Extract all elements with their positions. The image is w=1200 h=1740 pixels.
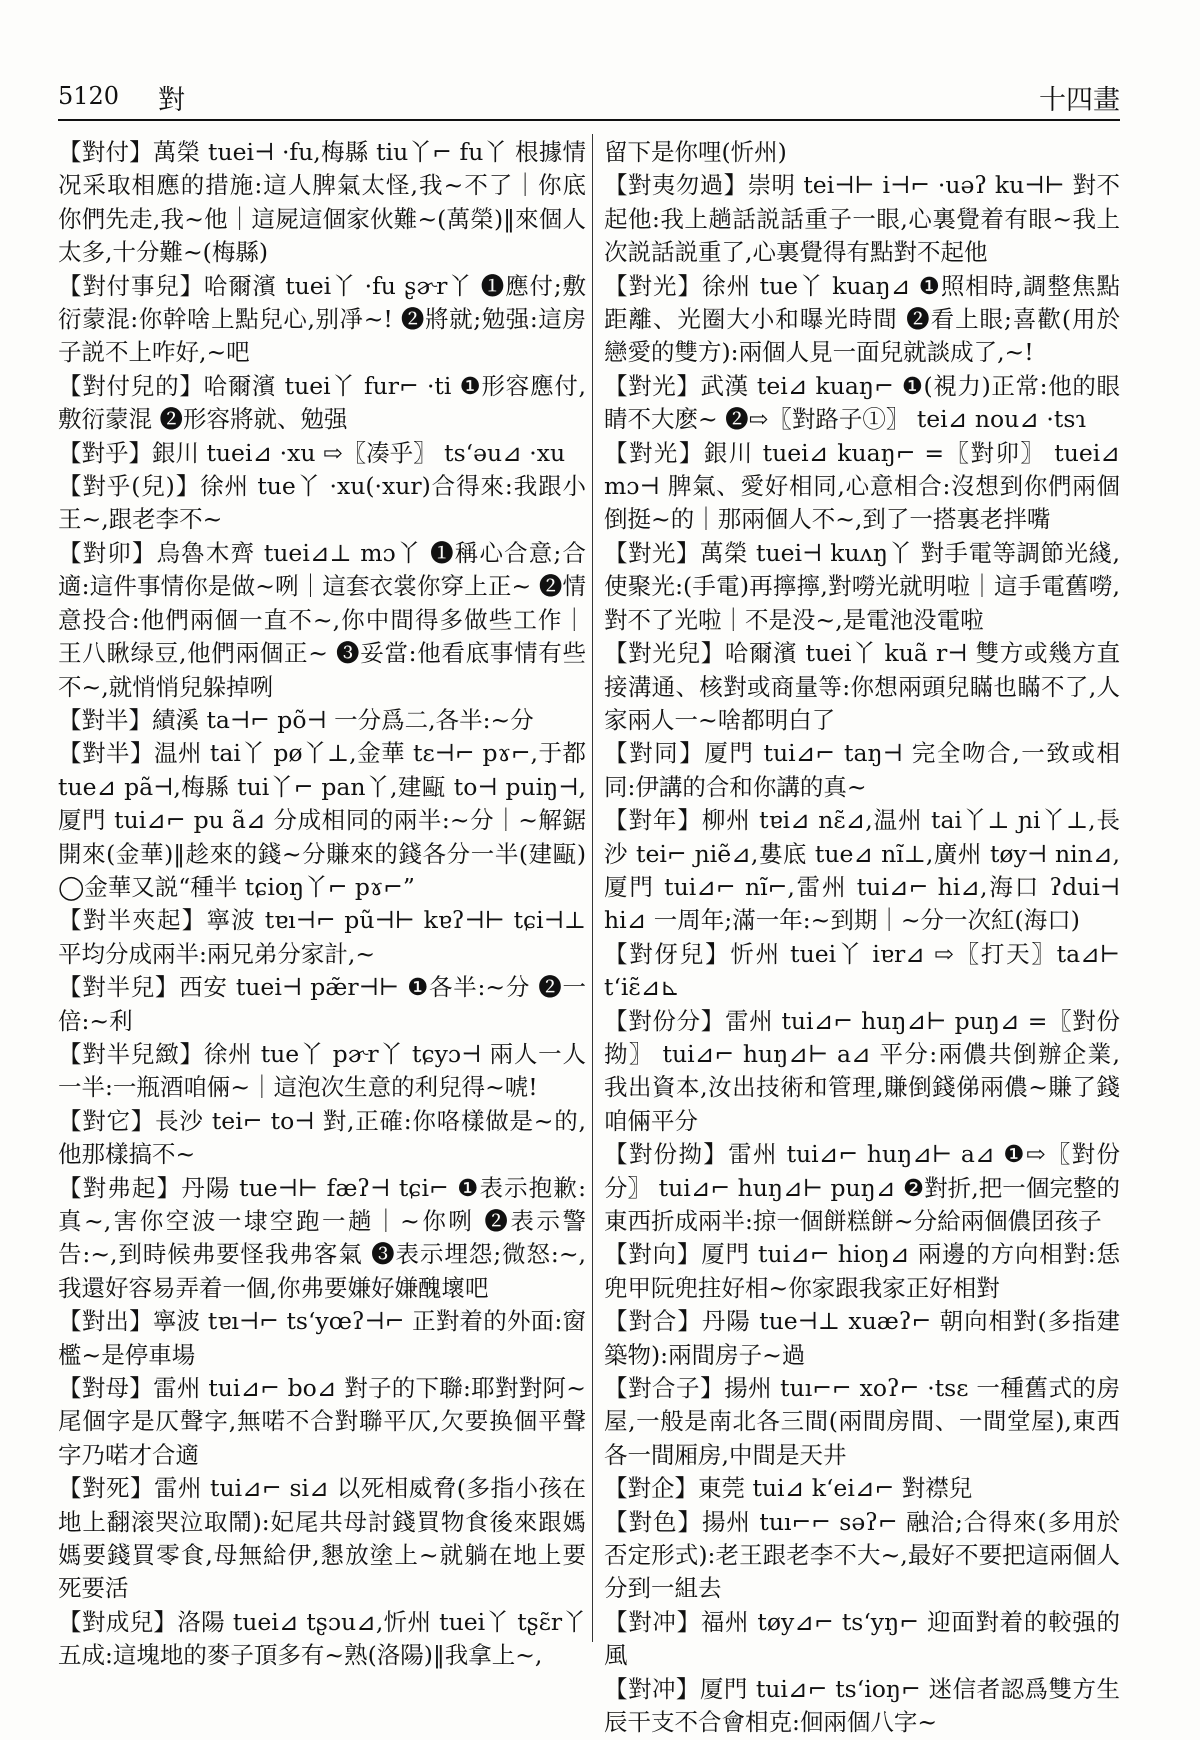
dictionary-entry: 【對份分】雷州 tui⊿⌐ huŋ⊿⊢ puŋ⊿ =〖對份拗〗 tui⊿⌐ huŋ⊿⊢ a⊿ 平分:兩儂共倒辦企業,我出資本,汝出技術和管理,賺倒錢俤兩儂~賺了錢咱倆平分	[604, 1006, 1120, 1135]
dictionary-entry: 【對企】東莞 tui⊿ kʻei⊿⌐ 對襟兒	[604, 1474, 973, 1503]
dictionary-entry: 【對弗起】丹陽 tue⊣⊢ fæʔ⊣ tɕi⌐ ❶表示抱歉:真~,害你空波一埭空跑一趟｜~你咧 ❷表示警告:~,到時候弗要怪我弗客氣 ❸表示埋怨;微怒:~,我還好容易弄着一個,你弗要嫌好嫌醜壞吧	[58, 1173, 586, 1302]
dictionary-entry: 【對光】徐州 tue丫 kuaŋ⊿ ❶照相時,調整焦點距離、光圈大小和曝光時間 ❷看上眼;喜歡(用於戀愛的雙方):兩個人見一面兒就談成了,~!	[604, 271, 1120, 367]
dictionary-entry: 【對母】雷州 tui⊿⌐ bo⊿ 對子的下聯:耶對對阿~尾個字是仄聲字,無喏不合對聯平仄,欠要换個平聲字乃喏才合適	[58, 1374, 586, 1469]
dictionary-entry: 【對同】厦門 tui⊿⌐ taŋ⊣ 完全吻合,一致或相同:伊講的合和你講的真~	[604, 739, 1120, 801]
dictionary-entry: 【對半夾起】寧波 tɐı⊣⌐ pũ⊣⊢ kɐʔ⊣⊢ tɕi⊣⊥ 平均分成兩半:兩兄弟分家計,~	[58, 906, 586, 968]
dictionary-entry: 【對向】厦門 tui⊿⌐ hioŋ⊿ 兩邊的方向相對:恁兜甲阮兜拄好相~你家跟我家正好相對	[604, 1240, 1120, 1302]
dictionary-entry: 【對合】丹陽 tue⊣⊥ xuæʔ⌐ 朝向相對(多指建築物):兩間房子~過	[604, 1307, 1120, 1369]
dictionary-entry: 【對卯】烏魯木齊 tuei⊿⊥ mɔ丫 ❶稱心合意;合適:這件事情你是做~咧｜這套衣裳你穿上正~ ❷情意投合:他們兩個一直不~,你中間得多做些工作｜王八瞅绿豆,他們兩個正~ ❸妥當:他看底事情有些不~,就悄悄兒躲掉咧	[58, 538, 586, 701]
dictionary-entry: 【對付兒的】哈爾濱 tuei丫 fur⌐ ·ti ❶形容應付,敷衍蒙混 ❷形容將就、勉强	[58, 371, 586, 434]
dictionary-entry: 【對半兒】西安 tuei⊣ pæ̃r⊣⊢ ❶各半:~分 ❷一倍:~利	[58, 973, 586, 1035]
dictionary-entry: 【對光】武漢 tei⊿ kuaŋ⌐ ❶(視力)正常:他的眼睛不大麽~ ❷⇨〖對路子①〗 tei⊿ nou⊿ ·tsɿ	[604, 371, 1120, 434]
stroke-count-label: 十四畫	[1039, 85, 1120, 116]
dictionary-entry: 【對冲】福州 tøy⊿⌐ tsʻyŋ⌐ 迎面對着的較强的風	[604, 1607, 1120, 1670]
dictionary-entry: 【對它】長沙 tei⌐ to⊣ 對,正確:你咯樣做是~的,他那樣搞不~	[58, 1106, 586, 1169]
dictionary-entry: 【對光】銀川 tuei⊿ kuaŋ⌐ =〖對卯〗 tuei⊿ mɔ⊣ 脾氣、愛好相同,心意相合:沒想到你們兩個倒挺~的｜那兩個人不~,到了一搭裏老拌嘴	[604, 438, 1120, 534]
dictionary-entry: 【對半】温州 tai丫 pø丫⊥,金華 tɛ⊣⌐ pɤ⌐,于都 tue⊿ pã⊣,梅縣 tui丫⌐ pan丫,建甌 to⊣ puiŋ⊣,厦門 tui⊿⌐ pu ã⊿ 分成相同的兩半:~分｜~解鋸開來(金華)‖趁來的錢~分賺來的錢各分一半(建甌) ◯金華又説“種半 tɕioŋ丫⌐ pɤ⌐”	[58, 739, 586, 901]
dictionary-entry: 【對夷勿過】崇明 tei⊣⊢ i⊣⌐ ·uəʔ ku⊣⊢ 對不起他:我上趟話説話重子一眼,心裏覺着有眼~我上次説話説重了,心裏覺得有點對不起他	[604, 171, 1120, 267]
dictionary-entry: 【對合子】揚州 tuı⌐⌐ xoʔ⌐ ·tsɛ 一種舊式的房屋,一般是南北各三間(兩間房間、一間堂屋),東西各一間厢房,中間是天井	[604, 1374, 1120, 1469]
dictionary-entry: 【對色】揚州 tuı⌐⌐ səʔ⌐ 融洽;合得來(多用於否定形式):老王跟老李不大~,最好不要把這兩個人分到一組去	[604, 1507, 1120, 1603]
dictionary-entry: 【對年】柳州 tɐi⊿ nɛ̃⊿,温州 tai丫⊥ ɲi丫⊥,長沙 tei⌐ ɲiẽ⊿,婁底 tue⊿ nĩ⊥,廣州 tøy⊣ nin⊿,厦門 tui⊿⌐ nĩ⌐,雷州 tui⊿⌐ hi⊿,海口 ʔdui⊣ hi⊿ 一周年;滿一年:~到期｜~分一次紅(海口)	[604, 806, 1120, 935]
dictionary-entry: 【對付】萬榮 tuei⊣ ·fu,梅縣 tiu丫⌐ fu丫 根據情况采取相應的措施:這人脾氣太怪,我~不了｜你底你們先走,我~他｜這屍這個家伙難~(萬榮)‖來個人太多,十分難~(梅縣)	[58, 138, 586, 267]
running-head-character: 對	[158, 85, 185, 116]
dictionary-entry: 【對出】寧波 tɐı⊣⌐ tsʻyœʔ⊣⌐ 正對着的外面:窗檻~是停車場	[58, 1307, 586, 1369]
dictionary-entry: 【對成兒】洛陽 tuei⊿ tʂɔu⊿,忻州 tuei丫 tʂɛ̃r丫 五成:這塊地的麥子頂多有~熟(洛陽)‖我拿上~,	[58, 1607, 586, 1670]
dictionary-entry: 【對付事兒】哈爾濱 tuei丫 ·fu ʂɚr丫 ❶應付;敷衍蒙混:你幹啥上點兒心,别凈~! ❷將就;勉强:這房子説不上咋好,~吧	[58, 271, 586, 367]
dictionary-entry: 【對冲】厦門 tui⊿⌐ tsʻioŋ⌐ 迷信者認爲雙方生辰干支不合會相克:佪兩個八字~	[604, 1674, 1120, 1737]
left-column	[58, 136, 586, 1673]
page-header	[58, 74, 1120, 114]
dictionary-entry: 【對乎】銀川 tuei⊿ ·xu ⇨〖凑乎〗 tsʻəu⊿ ·xu	[58, 438, 566, 467]
column-divider	[592, 134, 593, 1642]
right-column	[604, 136, 1120, 1740]
dictionary-entry: 【對光】萬榮 tuei⊣ kuʌŋ丫 對手電等調節光綫,使聚光:(手電)再擰擰,對嘮光就明啦｜這手電舊嘮,對不了光啦｜不是没~,是電池没電啦	[604, 538, 1120, 634]
dictionary-entry: 【對半兒緻】徐州 tue丫 pɚr丫 tɕyɔ⊣ 兩人一人一半:一瓶酒咱倆~｜這泡次生意的利兒得~唬!	[58, 1039, 586, 1102]
dictionary-entry: 【對死】雷州 tui⊿⌐ si⊿ 以死相威脅(多指小孩在地上翻滚哭泣取鬧):妃尾共母討錢買物食後來跟媽媽要錢買零食,母無給伊,懇放塗上~就躺在地上要死要活	[58, 1474, 586, 1603]
dictionary-entry: 【對份拗】雷州 tui⊿⌐ huŋ⊿⊢ a⊿ ❶⇨〖對份分〗 tui⊿⌐ huŋ⊿⊢ puŋ⊿ ❷對折,把一個完整的東西折成兩半:掠一個餅糕餅~分給兩個儂囝孩子	[604, 1140, 1120, 1235]
dictionary-entry: 【對半】績溪 ta⊣⌐ põ⊣ 一分爲二,各半:~分	[58, 705, 534, 734]
header-rule	[58, 119, 1120, 121]
dictionary-entry: 【對伢兒】忻州 tuei丫 iɐr⊿ ⇨〖打天〗ta⊿⊢ tʻiɛ̃⊿⊾	[604, 939, 1120, 1002]
dictionary-entry: 留下是你哩(忻州)	[604, 138, 787, 166]
page-number: 5120	[58, 82, 120, 110]
dictionary-entry: 【對光兒】哈爾濱 tuei丫 kuã r⊣ 雙方或幾方直接溝通、核對或商量等:你想兩頭兒瞞也瞞不了,人家兩人一~啥都明白了	[604, 639, 1120, 734]
dictionary-entry: 【對乎(兒)】徐州 tue丫 ·xu(·xur)合得來:我跟小王~,跟老李不~	[58, 472, 586, 534]
